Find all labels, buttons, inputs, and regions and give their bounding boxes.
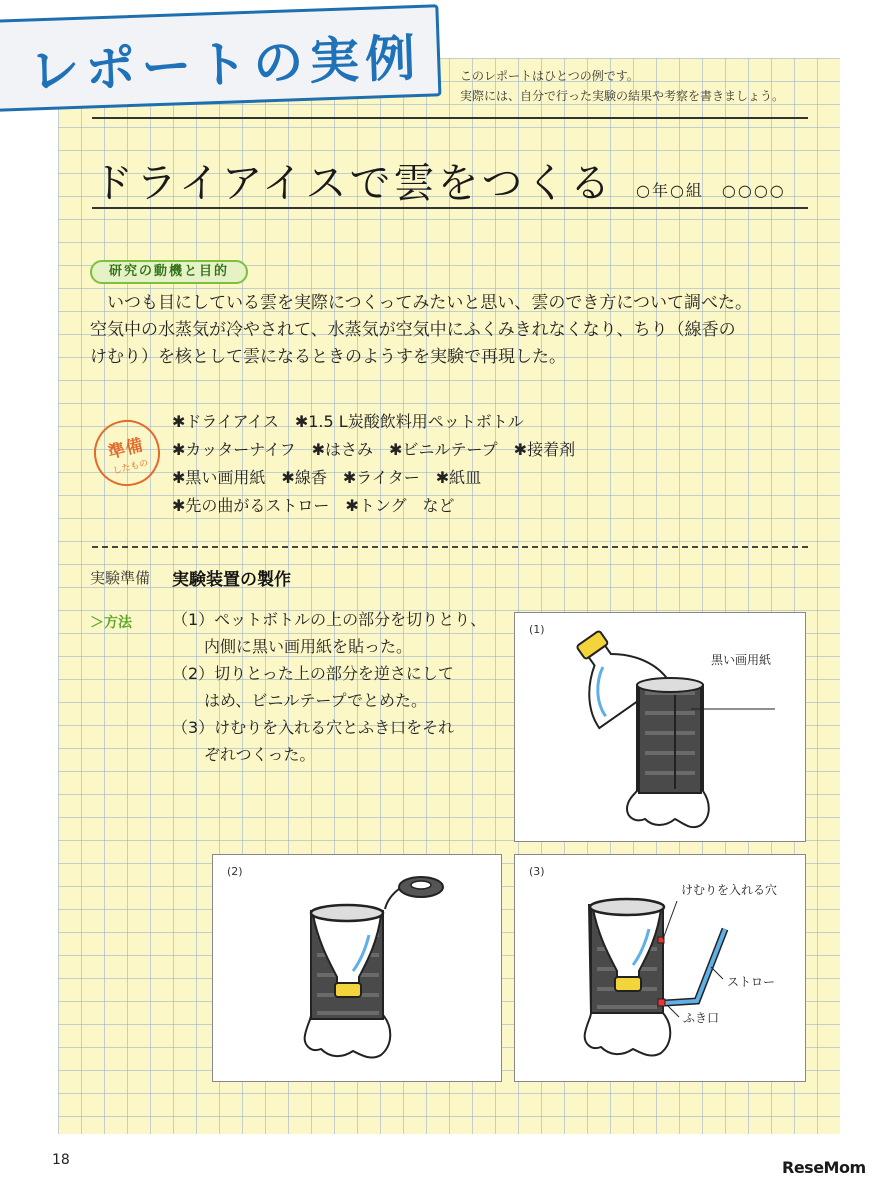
materials-line: ✱黒い画用紙 ✱線香 ✱ライター ✱紙皿: [172, 468, 482, 487]
paragraph-line: いつも目にしている雲を実際につくってみたいと思い、雲のでき方について調べた。: [90, 293, 752, 313]
callout-smoke-hole: けむりを入れる穴: [681, 883, 778, 897]
step-line: はめ、ビニルテープでとめた。: [172, 691, 428, 710]
resemom-logo: ReseMom: [782, 1158, 866, 1177]
method-steps: [172, 606, 486, 768]
step-line: （2）切りとった上の部分を逆さにして: [172, 664, 454, 683]
banner-title: レポートの実例: [28, 28, 423, 101]
experiment-title: 実験装置の製作: [172, 570, 291, 590]
figure-3: [514, 854, 806, 1082]
callout-mouthpiece: ふき口: [683, 1011, 720, 1025]
callout-black-paper: 黒い画用紙: [711, 653, 772, 667]
paragraph-line: けむり）を核として雲になるときのようすを実験で再現した。: [90, 347, 566, 367]
intro-line: 実際には、自分で行った実験の結果や考察を書きましょう。: [460, 89, 785, 103]
step-line: （3）けむりを入れる穴とふき口をそれ: [172, 718, 455, 737]
experiment-label: 実験準備: [90, 569, 151, 587]
bottle-assembled-illustration: [213, 855, 503, 1083]
report-example-banner: [0, 4, 441, 112]
materials-list: [172, 408, 575, 520]
stamp-title: 準備: [106, 435, 146, 464]
motivation-paragraph: [90, 290, 795, 371]
title-rule-bottom: [92, 207, 808, 209]
section-divider: [92, 546, 808, 548]
motivation-tag: 研究の動機と目的: [90, 260, 248, 284]
method-label: ＞方法: [90, 615, 132, 631]
materials-line: ✱カッターナイフ ✱はさみ ✱ビニルテープ ✱接着剤: [172, 440, 576, 459]
intro-note: [460, 66, 784, 106]
step-line: 内側に黒い画用紙を貼った。: [172, 637, 413, 656]
materials-line: ✱ドライアイス ✱1.5 L炭酸飲料用ペットボトル: [172, 412, 524, 431]
stamp-subtitle: したもの: [111, 458, 150, 477]
intro-line: このレポートはひとつの例です。: [460, 69, 639, 83]
step-line: ぞれつくった。: [172, 745, 316, 764]
materials-line: ✱先の曲がるストロー ✱トング など: [172, 496, 455, 515]
title-rule-top: [92, 117, 808, 119]
page-number: 18: [52, 1152, 70, 1168]
figure-label: (2): [227, 865, 243, 878]
figure-1: [514, 612, 806, 842]
figure-label: (3): [529, 865, 545, 878]
figure-label: (1): [529, 623, 545, 636]
callout-straw: ストロー: [727, 975, 776, 989]
figure-2: [212, 854, 502, 1082]
author-line: ○年○組 ○○○○: [636, 181, 786, 200]
report-title: ドライアイスで雲をつくる: [92, 159, 614, 207]
bottle-cut-illustration: [515, 613, 807, 843]
paragraph-line: 空気中の水蒸気が冷やされて、水蒸気が空気中にふくみきれなくなり、ちり（線香の: [90, 320, 736, 340]
step-line: （1）ペットボトルの上の部分を切りとり、: [172, 610, 487, 629]
